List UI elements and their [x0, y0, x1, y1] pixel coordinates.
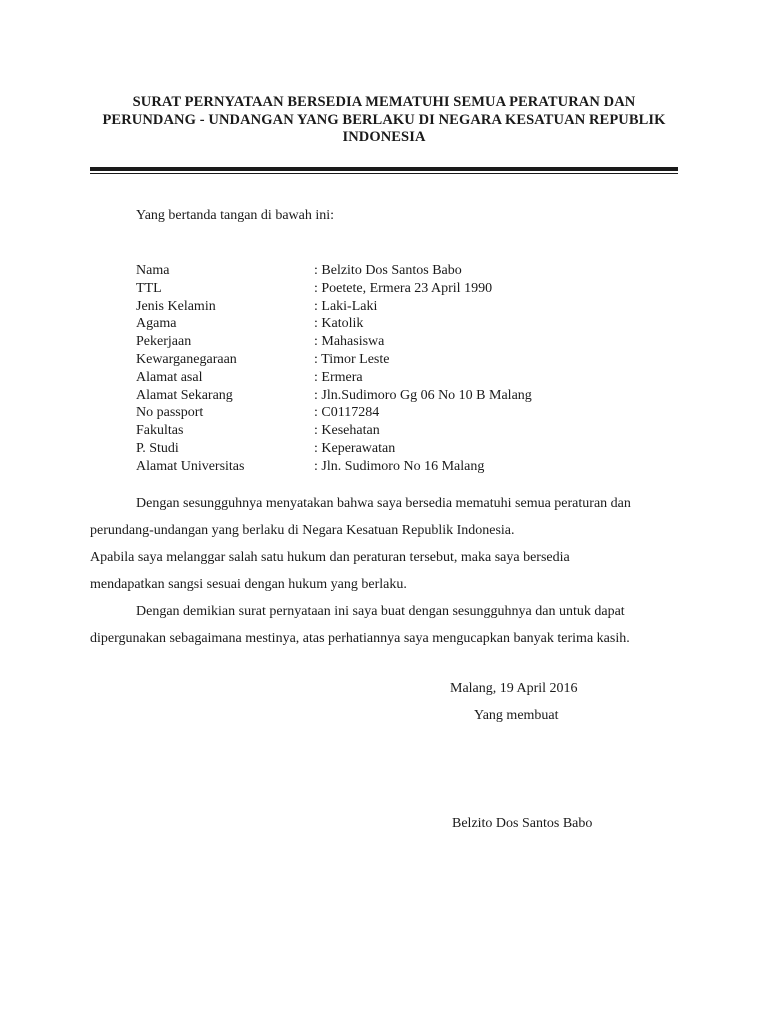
- paragraph-3-line-1: Dengan demikian surat pernyataan ini saya buat dengan sesungguhnya dan untuk dapat: [136, 604, 625, 619]
- field-value: : C0117284: [314, 405, 380, 421]
- title-line-1: SURAT PERNYATAAN BERSEDIA MEMATUHI SEMUA PERATURAN DAN: [132, 94, 636, 110]
- field-label: Fakultas: [136, 423, 184, 439]
- title-line-2: PERUNDANG - UNDANGAN YANG BERLAKU DI NEGARA KESATUAN REPUBLIK: [102, 111, 666, 128]
- field-value: : Laki-Laki: [314, 298, 378, 314]
- title-divider-thick: [90, 167, 678, 171]
- title-line-3: INDONESIA: [342, 129, 426, 145]
- field-label: Pekerjaan: [136, 334, 192, 350]
- field-label: P. Studi: [136, 440, 179, 456]
- place-and-date: Malang, 19 April 2016: [450, 681, 578, 696]
- paragraph-3-line-2: dipergunakan sebagaimana mestinya, atas perhatiannya saya mengucapkan banyak terima kasih.: [90, 631, 630, 646]
- field-value: : Keperawatan: [314, 440, 396, 456]
- field-value: : Jln.Sudimoro Gg 06 No 10 B Malang: [314, 387, 532, 403]
- statement-body: [90, 490, 690, 652]
- paragraph-2-line-2: mendapatkan sangsi sesuai dengan hukum yang berlaku.: [90, 577, 407, 592]
- field-label: Nama: [136, 263, 170, 278]
- document-title: [80, 94, 688, 147]
- field-label: Jenis Kelamin: [136, 298, 216, 314]
- field-label: TTL: [136, 280, 162, 296]
- field-value: : Jln. Sudimoro No 16 Malang: [314, 458, 485, 474]
- field-value: : Katolik: [314, 316, 364, 332]
- field-value: : Ermera: [314, 369, 363, 385]
- field-value: : Belzito Dos Santos Babo: [314, 263, 462, 278]
- field-label: Alamat Sekarang: [136, 387, 233, 403]
- field-label: Alamat asal: [136, 369, 203, 385]
- field-value: : Poetete, Ermera 23 April 1990: [314, 280, 493, 296]
- paragraph-2-line-1: Apabila saya melanggar salah satu hukum dan peraturan tersebut, maka saya bersedia: [90, 550, 570, 565]
- field-label: No passport: [136, 405, 204, 421]
- field-label: Agama: [136, 316, 177, 332]
- field-label: Kewarganegaraan: [136, 351, 237, 367]
- maker-label: Yang membuat: [474, 708, 559, 723]
- title-divider-thin: [90, 173, 678, 174]
- paragraph-1-line-1: Dengan sesungguhnya menyatakan bahwa saya bersedia mematuhi semua peraturan dan: [136, 496, 631, 511]
- signer-name: Belzito Dos Santos Babo: [452, 816, 593, 831]
- field-value: : Kesehatan: [314, 423, 380, 439]
- field-value: : Timor Leste: [314, 351, 390, 367]
- field-value: : Mahasiswa: [314, 334, 385, 350]
- intro-text: Yang bertanda tangan di bawah ini:: [136, 208, 335, 223]
- paragraph-1-line-2: perundang-undangan yang berlaku di Negara Kesatuan Republik Indonesia.: [90, 523, 515, 538]
- field-label: Alamat Universitas: [136, 458, 245, 474]
